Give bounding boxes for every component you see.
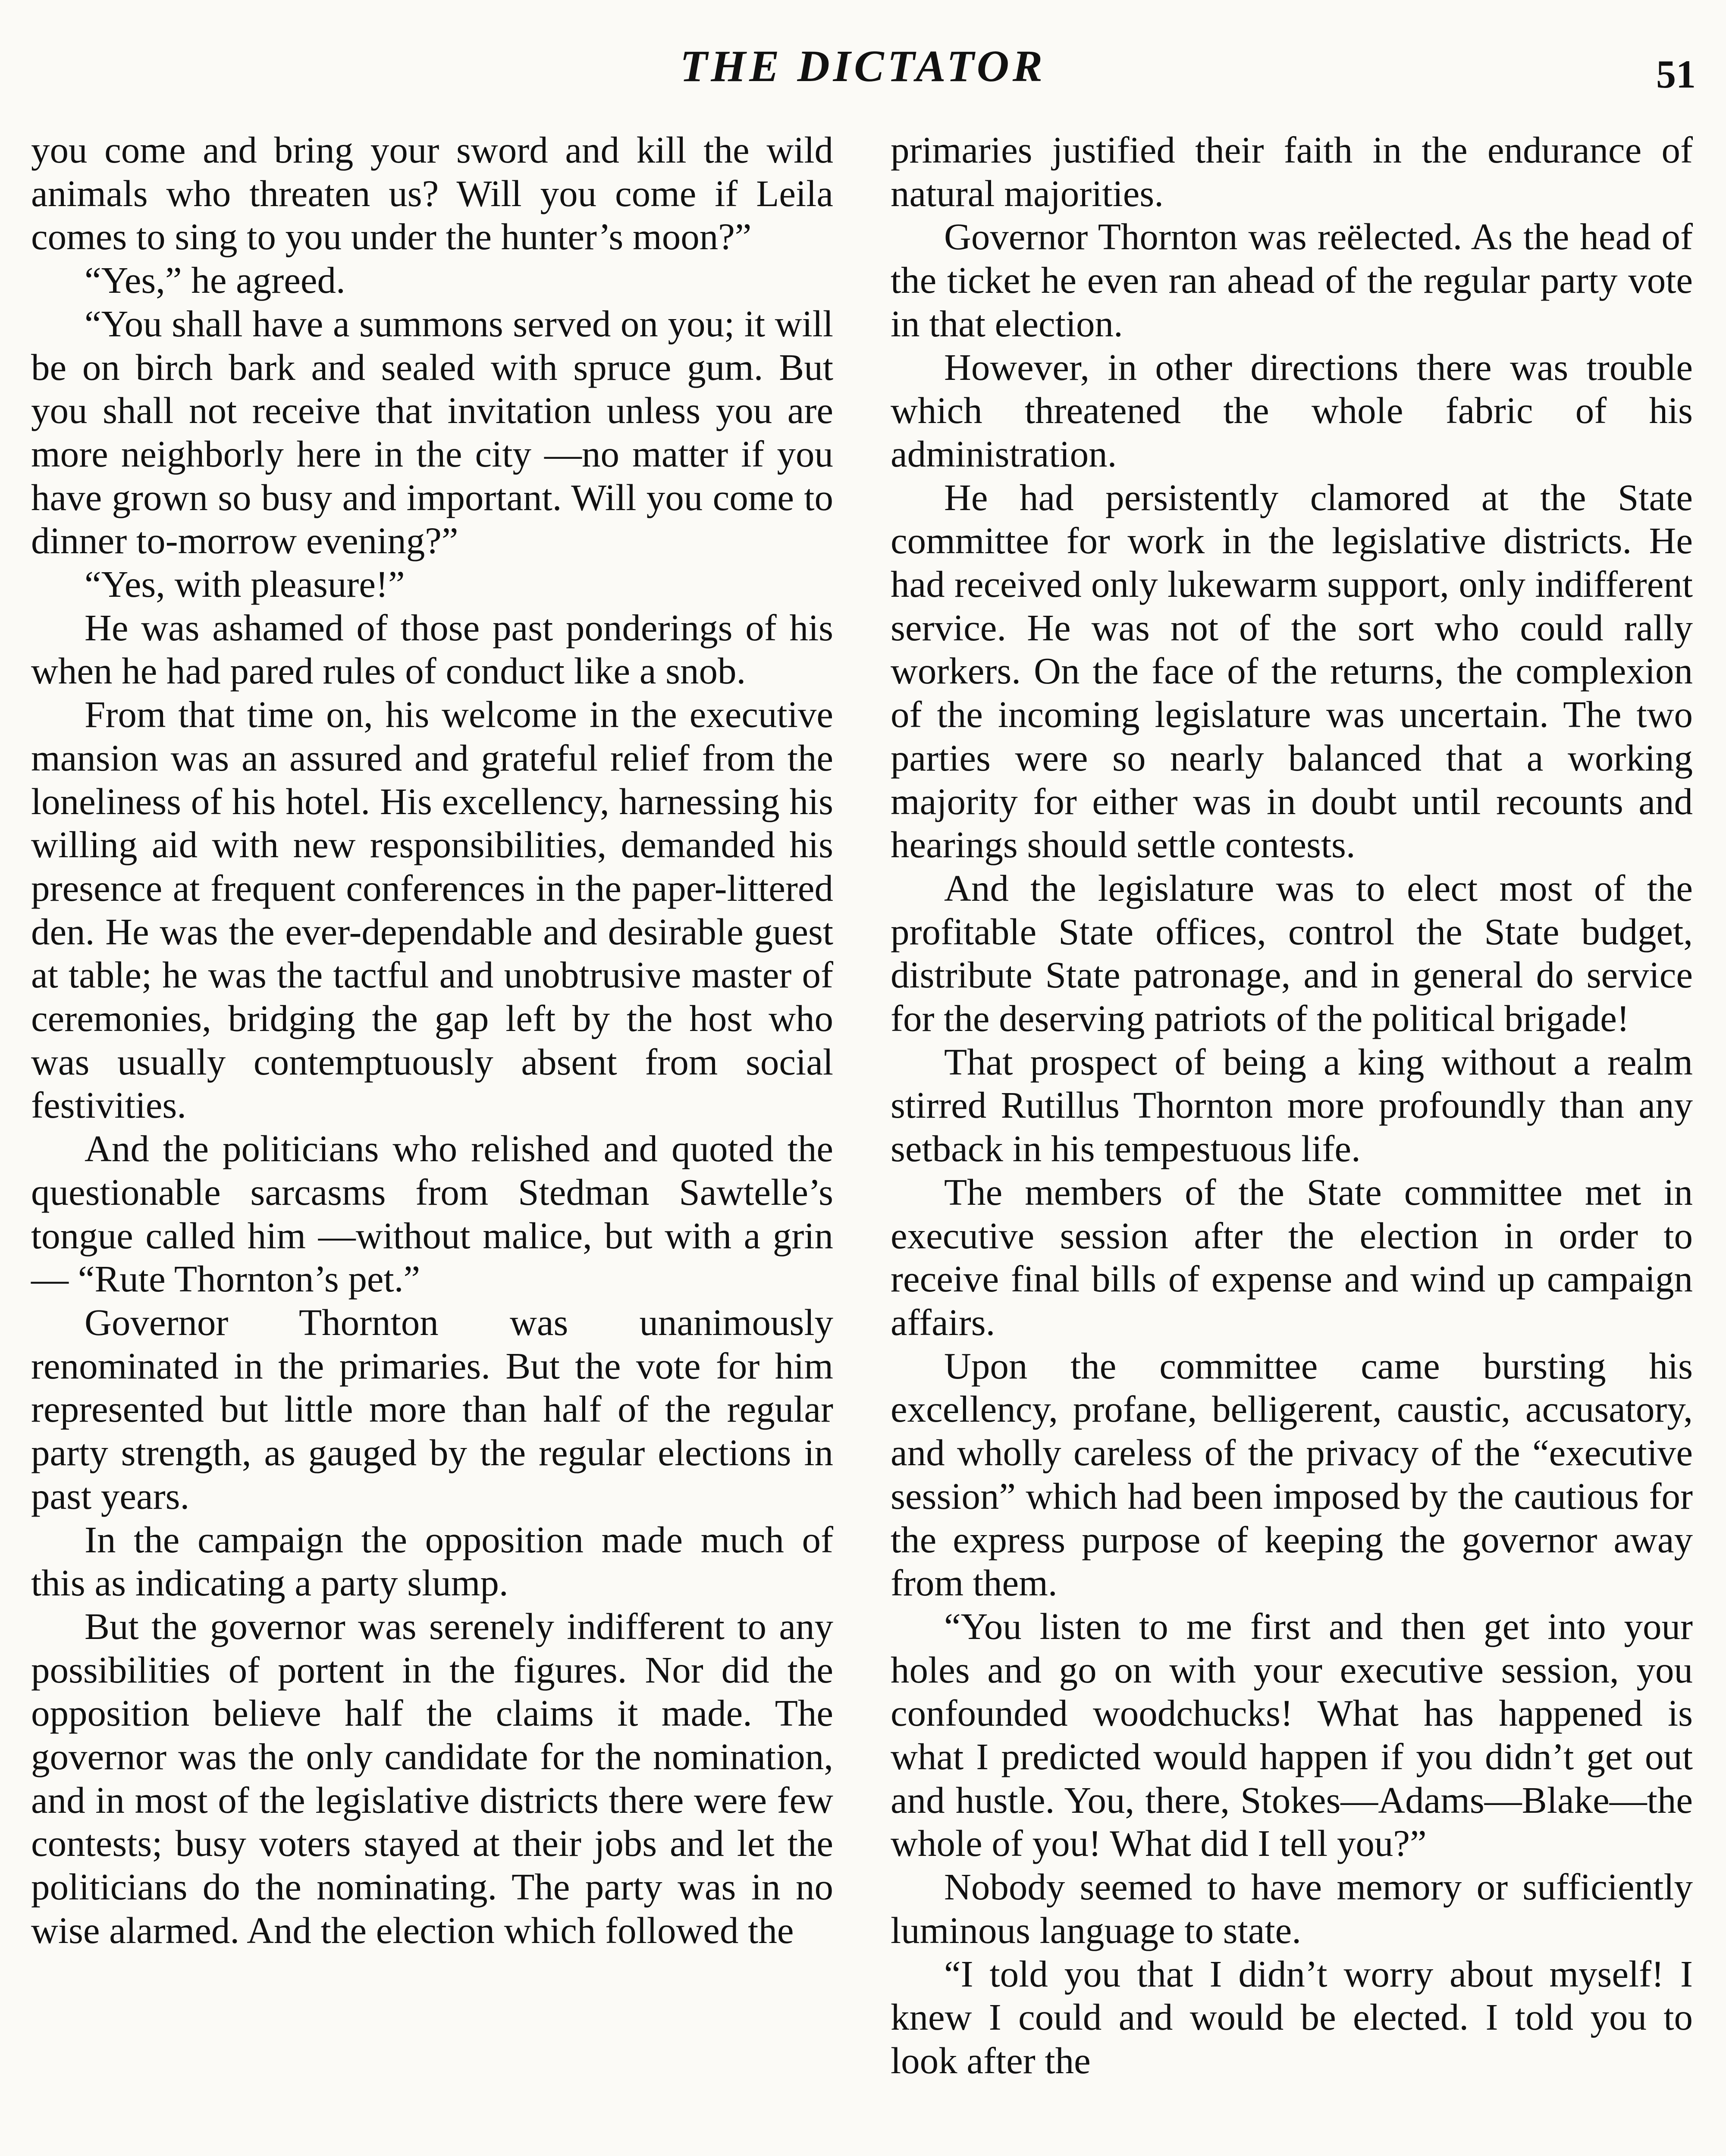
paragraph: In the campaign the opposition made much of this as indicating a party slump. xyxy=(31,1518,833,1604)
paragraph: “You shall have a summons served on you; it will be on birch bark and sealed with spruce gum. But you shall not receive that invitation unless you are more neighborly here in the city —no matter if you have grown so busy and important. Will you come to dinner to-morrow evening?” xyxy=(31,302,833,562)
paragraph: The members of the State committee met in executive session after the election in order to receive final bills of expense and wind up campaign affairs. xyxy=(891,1171,1693,1343)
page-number: 51 xyxy=(1656,52,1696,96)
paragraph: Nobody seemed to have memory or sufficiently luminous language to state. xyxy=(891,1866,1693,1951)
paragraph: Upon the committee came bursting his excellency, profane, belligerent, caustic, accusatory, and wholly careless of the privacy of the “executive session” which had been imposed by the cautious for the express purpose of keeping the governor away from them. xyxy=(891,1344,1693,1604)
paragraph: you come and bring your sword and kill the wild animals who threaten us? Will you come if Leila comes to sing to you under the hunter’s moon?” xyxy=(31,129,833,258)
right-column xyxy=(891,128,1693,2083)
paragraph: He was ashamed of those past ponderings of his when he had pared rules of conduct like a snob. xyxy=(31,606,833,692)
paragraph: But the governor was serenely indifferent to any possibilities of portent in the figures. Nor did the opposition believe half the claims it made. The governor was the only candidate for the nomination, and in most of the legislative districts there were few contests; busy voters stayed at their jobs and let the politicians do the nominating. The party was in no wise alarmed. And the election which followed the xyxy=(31,1605,833,1951)
paragraph: He had persistently clamored at the State committee for work in the legislative districts. He had received only lukewarm support, only indifferent service. He was not of the sort who could rally workers. On the face of the returns, the complexion of the incoming legislature was uncertain. The two parties were so nearly balanced that a working majority for either was in doubt until recounts and hearings should settle contests. xyxy=(891,476,1693,866)
paragraph: And the politicians who relished and quoted the questionable sarcasms from Stedman Sawtelle’s tongue called him —without malice, but with a grin— “Rute Thornton’s pet.” xyxy=(31,1128,833,1300)
paragraph: Governor Thornton was reëlected. As the head of the ticket he even ran ahead of the regular party vote in that election. xyxy=(891,216,1693,345)
paragraph: From that time on, his welcome in the executive mansion was an assured and grateful relief from the loneliness of his hotel. His excellency, harnessing his willing aid with new responsibilities, demanded his presence at frequent conferences in the paper-littered den. He was the ever-dependable and desirable guest at table; he was the tactful and unobtrusive master of ceremonies, bridging the gap left by the host who was usually contemptuously absent from social festivities. xyxy=(31,693,833,1126)
paragraph: However, in other directions there was trouble which threatened the whole fabric of his administration. xyxy=(891,346,1693,475)
paragraph: “Yes,” he agreed. xyxy=(85,259,345,301)
paragraph: And the legislature was to elect most of the profitable State offices, control the State budget, distribute State patronage, and in general do service for the deserving patriots of the political brigade! xyxy=(891,867,1693,1040)
running-title: THE DICTATOR xyxy=(680,41,1046,91)
paragraph: “I told you that I didn’t worry about myself! I knew I could and would be elected. I told you to look after the xyxy=(891,1952,1693,2081)
paragraph: Governor Thornton was unanimously renominated in the primaries. But the vote for him represented but little more than half of the regular party strength, as gauged by the regular elections in past years. xyxy=(31,1301,833,1517)
left-column xyxy=(31,128,833,1952)
paragraph: primaries justified their faith in the endurance of natural majorities. xyxy=(891,129,1693,214)
paragraph: “Yes, with pleasure!” xyxy=(85,563,405,605)
paragraph: “You listen to me first and then get into your holes and go on with your executive session, you confounded woodchucks! What has happened is what I predicted would happen if you didn’t get out and hustle. You, there, Stokes—Adams—Blake—the whole of you! What did I tell you?” xyxy=(891,1605,1693,1865)
paragraph: That prospect of being a king without a realm stirred Rutillus Thornton more profoundly than any setback in his tempestuous life. xyxy=(891,1040,1693,1170)
running-head xyxy=(0,36,1726,97)
